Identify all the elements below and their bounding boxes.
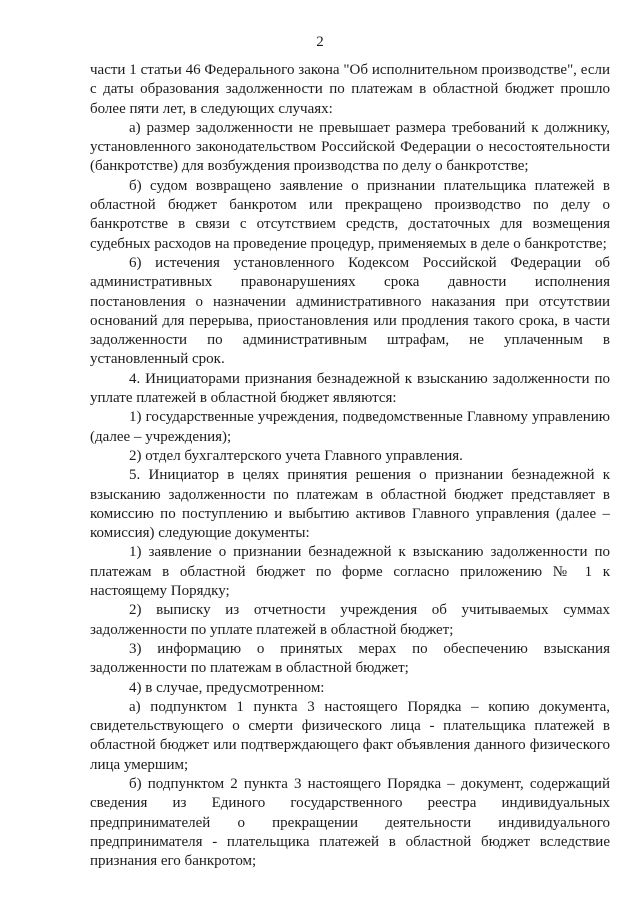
paragraph-p3: 6) истечения установленного Кодексом Российской Федерации об административных правонарушениях срока давности исполнения постановления о назначении административного наказания при отсутствии оснований для перерыва, приостановления или продления такого срока, в части задолженности по административным штрафам, не уплаченным в установленный срок. [90, 254, 610, 368]
paragraph-p1: а) размер задолженности не превышает размера требований к должнику, установленного законодательством Российской Федерации о несостоятельности (банкротстве) для возбуждения производства по делу о банкротстве; [90, 119, 610, 175]
paragraph-p4: 4. Инициаторами признания безнадежной к взысканию задолженности по уплате платежей в областной бюджет являются: [90, 370, 610, 407]
paragraph-p8: 1) заявление о признании безнадежной к взысканию задолженности по платежам в областной бюджет по форме согласно приложению № 1 к настоящему Порядку; [90, 544, 610, 600]
paragraph-p13: б) подпунктом 2 пункта 3 настоящего Порядка – документ, содержащий сведения из Единого государственного реестра индивидуальных предпринимателей о прекращении деятельности индивидуального предпринимателя - плательщика платежей в областной бюджет вследствие признания его банкротом; [90, 775, 610, 870]
paragraph-p0: части 1 статьи 46 Федерального закона "Об исполнительном производстве", если с даты образования задолженности по платежам в областной бюджет прошло более пяти лет, в следующих случаях: [90, 62, 610, 117]
paragraph-p10: 3) информацию о принятых мерах по обеспечению взыскания задолженности по платежам в областной бюджет; [90, 640, 610, 677]
page-number: 2 [316, 34, 324, 50]
paragraph-p7: 5. Инициатор в целях принятия решения о признании безнадежной к взысканию задолженности по платежам в областной бюджет представляет в комиссию по поступлению и выбытию активов Главного управления (далее – комиссия) следующие документы: [90, 467, 610, 542]
paragraph-p12: а) подпунктом 1 пункта 3 настоящего Порядка – копию документа, свидетельствующего о смерти физического лица - плательщика платежей в областной бюджет или подтверждающего факт объявления данного физического лица умершим; [90, 698, 610, 773]
document-body [90, 61, 610, 871]
paragraph-p11: 4) в случае, предусмотренном: [129, 679, 325, 696]
paragraph-p6: 2) отдел бухгалтерского учета Главного управления. [129, 447, 463, 464]
paragraph-p2: б) судом возвращено заявление о признании плательщика платежей в областной бюджет банкротом или прекращено производство по делу о банкротстве в связи с отсутствием средств, достаточных для возмещения судебных расходов на проведение процедур, применяемых в деле о банкротстве; [90, 177, 610, 252]
paragraph-p9: 2) выписку из отчетности учреждения об учитываемых суммах задолженности по уплате платежей в областной бюджет; [90, 602, 610, 638]
paragraph-p5: 1) государственные учреждения, подведомственные Главному управлению (далее – учреждения); [90, 409, 610, 445]
